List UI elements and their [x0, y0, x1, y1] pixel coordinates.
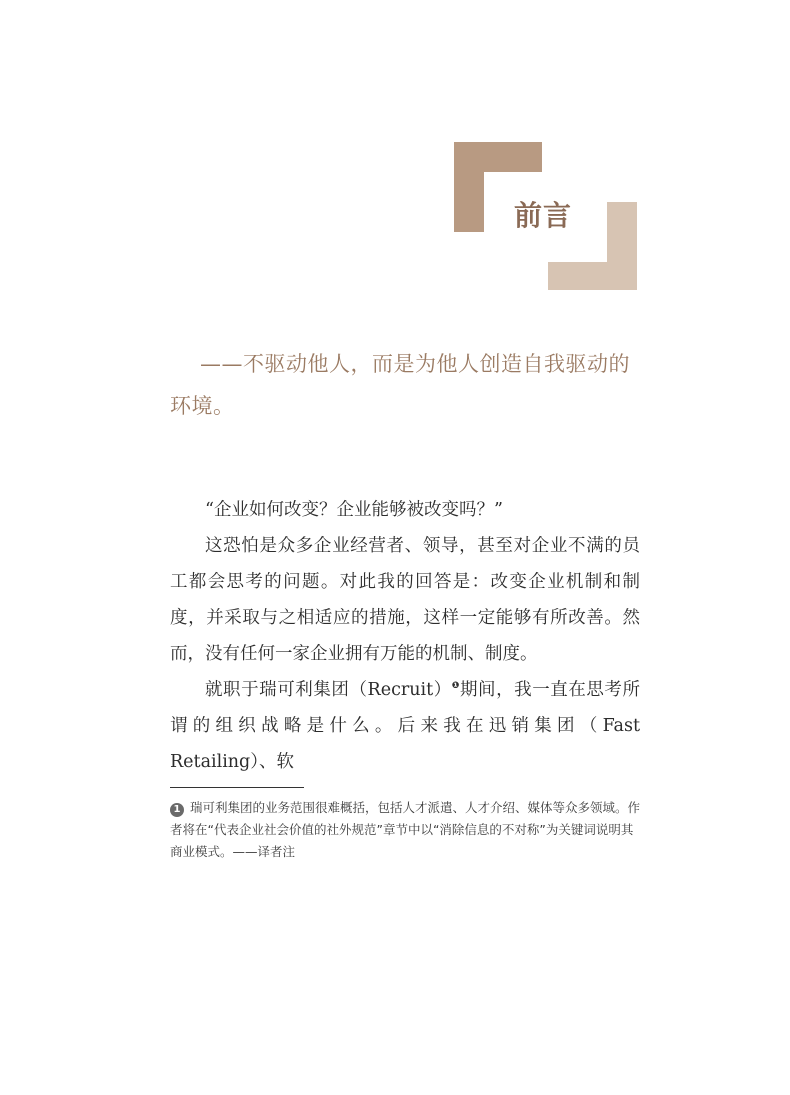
- paragraph-text: 期间，我一直在思考所谓的组织战略是什么。后来我在迅销集团（Fast Retailing）、软: [170, 680, 640, 772]
- footnote-number: 1: [170, 803, 184, 817]
- footnote-divider: [170, 787, 304, 788]
- paragraph: “企业如何改变？企业能够被改变吗？”: [205, 500, 503, 520]
- footnote-reference[interactable]: ❶: [451, 681, 460, 692]
- chapter-title: 前言: [514, 199, 573, 232]
- footnote: [170, 797, 640, 863]
- chapter-subtitle: ——不驱动他人，而是为他人创造自我驱动的环境。: [170, 352, 630, 418]
- frame-bar: [607, 202, 637, 290]
- paragraph: [170, 672, 640, 780]
- frame-bar: [454, 142, 484, 232]
- body-text: [170, 492, 640, 780]
- paragraph: 这恐怕是众多企业经营者、领导，甚至对企业不满的员工都会思考的问题。对此我的回答是：改变企业机制和制度，并采取与之相适应的措施，这样一定能够有所改善。然而，没有任何一家企业拥有万能的机制、制度。: [170, 536, 640, 664]
- footnote-text: 瑞可利集团的业务范围很难概括，包括人才派遣、人才介绍、媒体等众多领域。作者将在“代表企业社会价值的社外规范”章节中以“消除信息的不对称”为关键词说明其商业模式。——译者注: [170, 800, 641, 859]
- paragraph-text: 就职于瑞可利集团（Recruit）: [205, 680, 452, 700]
